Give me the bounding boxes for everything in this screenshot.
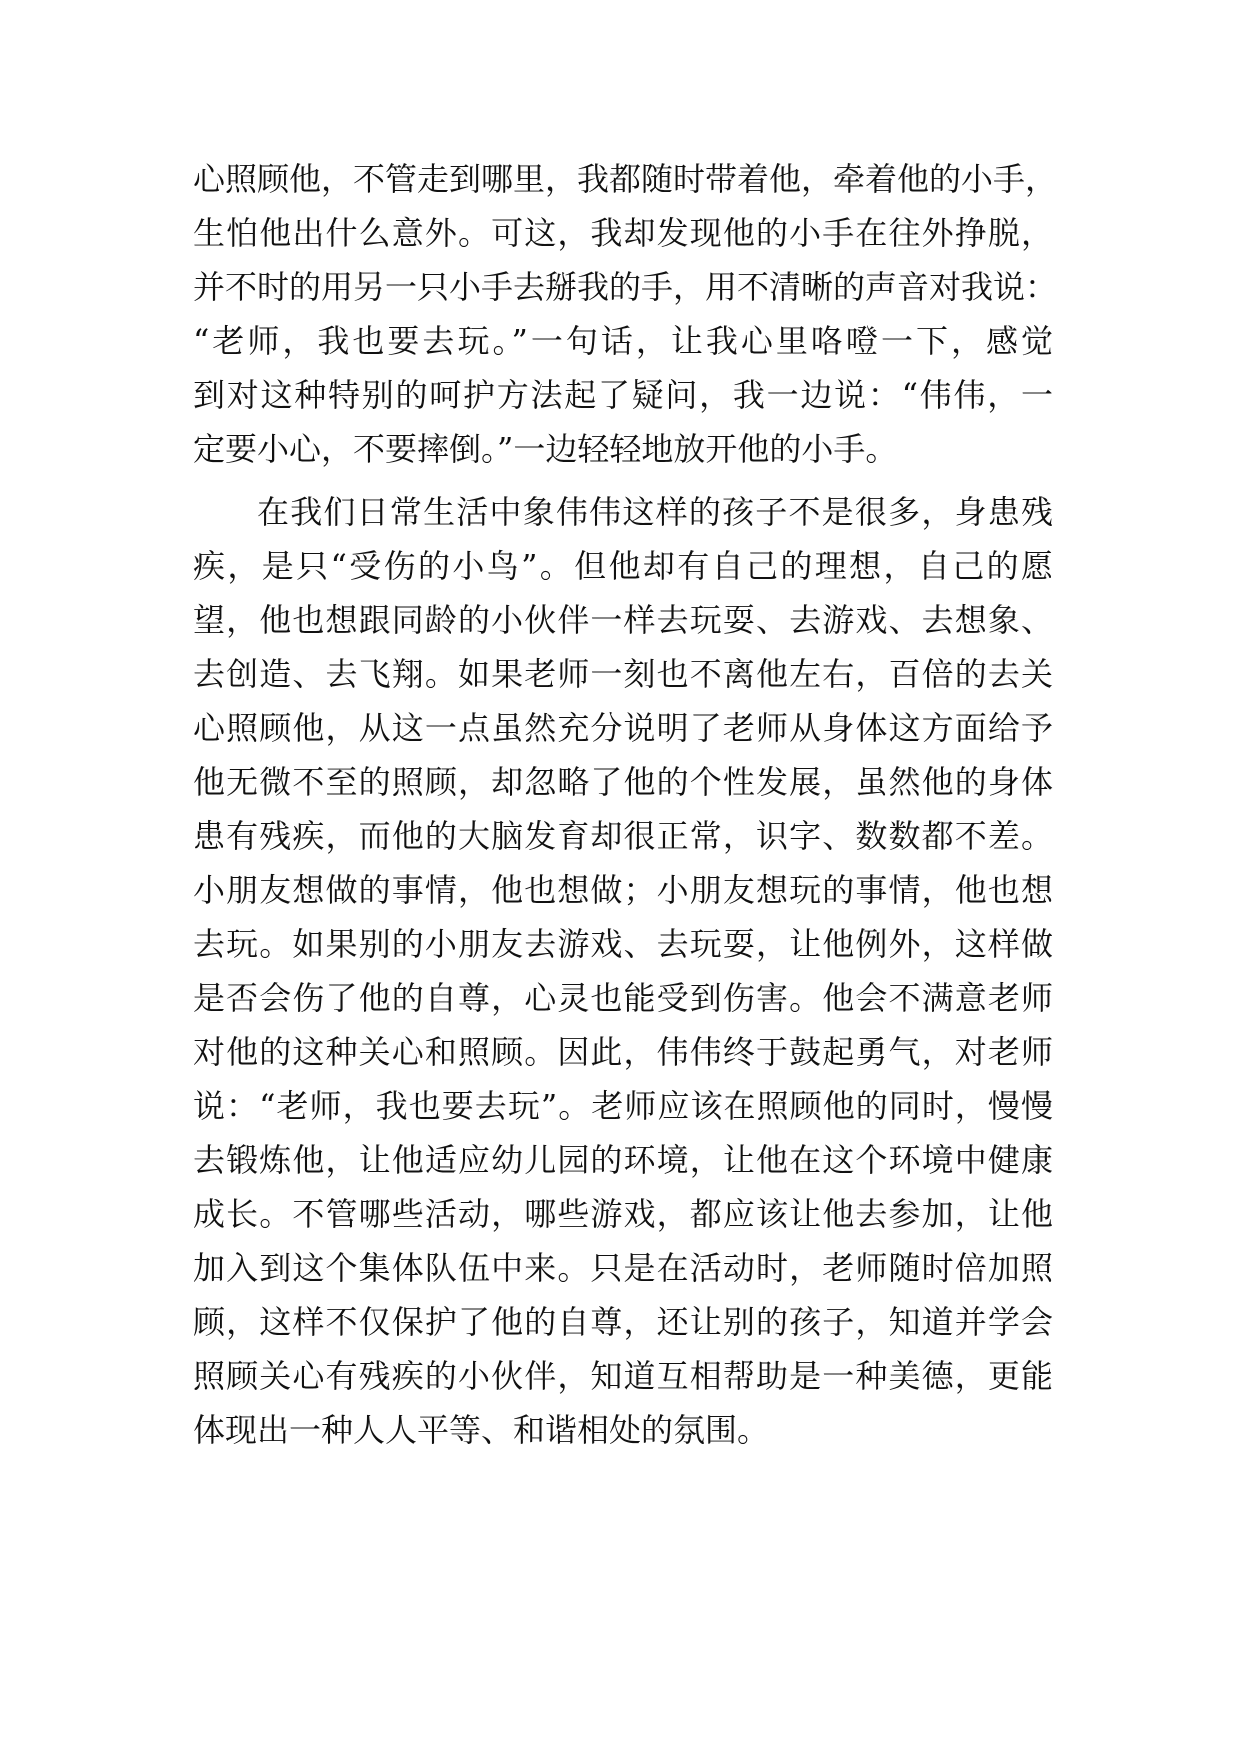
- text-line: 去玩。如果别的小朋友去游戏、去玩耍，让他例外，这样做: [193, 925, 1053, 963]
- text-line: 加入到这个集体队伍中来。只是在活动时，老师随时倍加照: [193, 1249, 1053, 1287]
- text-line: 体现出一种人人平等、和谐相处的氛围。: [193, 1411, 770, 1449]
- text-line: 患有残疾，而他的大脑发育却很正常，识字、数数都不差。: [193, 817, 1053, 855]
- text-line: 成长。不管哪些活动，哪些游戏，都应该让他去参加，让他: [193, 1195, 1053, 1233]
- text-line: 照顾关心有残疾的小伙伴，知道互相帮助是一种美德，更能: [193, 1357, 1053, 1395]
- text-line: “老师，我也要去玩。”一句话，让我心里咯噔一下，感觉: [193, 322, 1053, 360]
- text-line: 疾，是只“受伤的小鸟”。但他却有自己的理想，自己的愿: [193, 547, 1053, 585]
- text-line: 去创造、去飞翔。如果老师一刻也不离他左右，百倍的去关: [193, 655, 1053, 693]
- text-line: 定要小心，不要摔倒。”一边轻轻地放开他的小手。: [193, 430, 898, 468]
- text-line: 顾，这样不仅保护了他的自尊，还让别的孩子，知道并学会: [193, 1303, 1053, 1341]
- text-line: 是否会伤了他的自尊，心灵也能受到伤害。他会不满意老师: [193, 979, 1053, 1017]
- text-line: 小朋友想做的事情，他也想做；小朋友想玩的事情，他也想: [193, 871, 1053, 909]
- text-line: 生怕他出什么意外。可这，我却发现他的小手在往外挣脱，: [193, 214, 1053, 252]
- text-line: 并不时的用另一只小手去掰我的手，用不清晰的声音对我说：: [193, 268, 1058, 306]
- text-line: 望，他也想跟同龄的小伙伴一样去玩耍、去游戏、去想象、: [193, 601, 1053, 639]
- text-line: 说：“老师，我也要去玩”。老师应该在照顾他的同时，慢慢: [193, 1087, 1053, 1125]
- text-line: 对他的这种关心和照顾。因此，伟伟终于鼓起勇气，对老师: [193, 1033, 1053, 1071]
- text-line: 在我们日常生活中象伟伟这样的孩子不是很多，身患残: [257, 493, 1053, 531]
- text-line: 心照顾他，从这一点虽然充分说明了老师从身体这方面给予: [193, 709, 1053, 747]
- text-line: 去锻炼他，让他适应幼儿园的环境，让他在这个环境中健康: [193, 1141, 1053, 1179]
- text-line: 他无微不至的照顾，却忽略了他的个性发展，虽然他的身体: [193, 763, 1053, 801]
- text-line: 到对这种特别的呵护方法起了疑问，我一边说：“伟伟，一: [193, 376, 1053, 414]
- text-line: 心照顾他，不管走到哪里，我都随时带着他，牵着他的小手，: [193, 160, 1058, 198]
